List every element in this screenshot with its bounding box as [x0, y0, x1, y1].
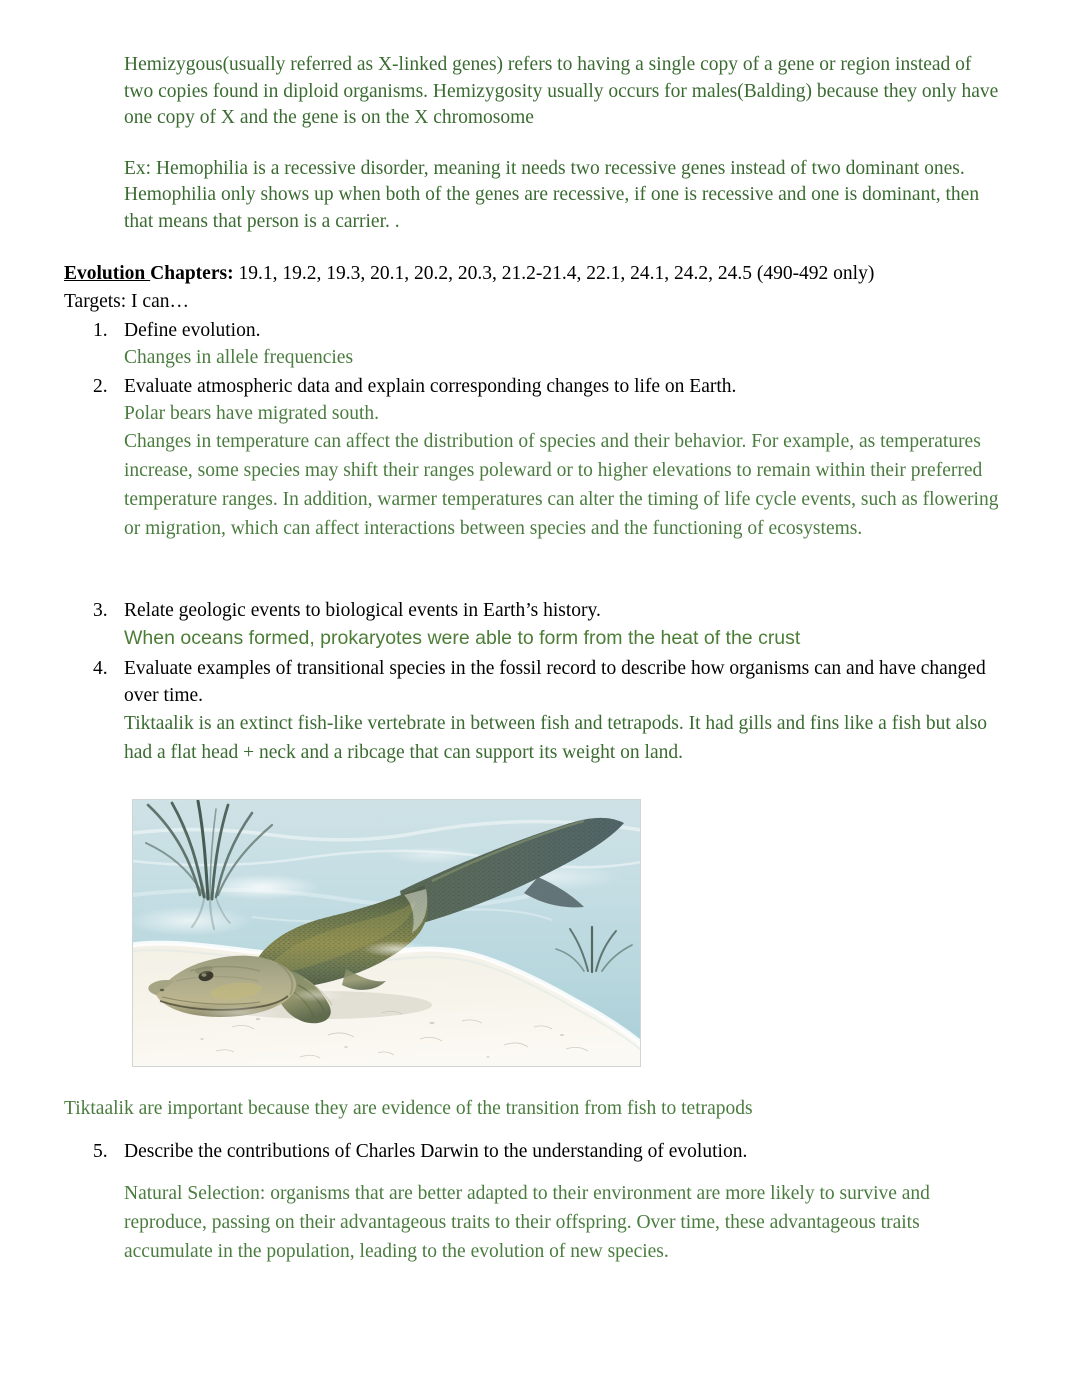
- target-3-question: Relate geologic events to biological events in Earth’s history.: [124, 600, 601, 621]
- target-5-leading-space: [64, 1122, 1018, 1136]
- target-2-answer-long: Changes in temperature can affect the distribution of species and their behavior. For example, as temperatures increase, some species may shift their ranges poleward or to higher elevations to remain within their preferred temperature ranges. In addition, warmer temperatures can alter the timing of life cycle events, such as flowering or migration, which can affect interactions between species and the functioning of ecosystems.: [124, 431, 999, 539]
- target-4-question: Evaluate examples of transitional species in the fossil record to describe how organisms can and have changed over time.: [124, 658, 986, 706]
- target-item-2: [64, 373, 1018, 595]
- heading-evolution-label: Evolution: [64, 263, 151, 284]
- figure-caption-spacer: [64, 1067, 1018, 1095]
- target-5-answer: Natural Selection: organisms that are better adapted to their environment are more likely to survive and reproduce, passing on their advantageous traits to their offspring. Over time, these advantageous traits accumulate in the population, leading to the evolution of new species.: [124, 1183, 930, 1262]
- targets-list-continued: [64, 1138, 1018, 1266]
- target-2-trailing-space: [124, 543, 1018, 595]
- heading-chapter-numbers: 19.1, 19.2, 19.3, 20.1, 20.2, 20.3, 21.2-21.4, 22.1, 24.1, 24.2, 24.5 (490-492 only): [233, 263, 875, 284]
- target-5-answer-spacer: [124, 1165, 1018, 1179]
- target-2-question: Evaluate atmospheric data and explain corresponding changes to life on Earth.: [124, 376, 737, 397]
- heading-chapters-label: Chapters:: [150, 263, 234, 284]
- targets-list: [64, 317, 1018, 767]
- nostril: [160, 989, 164, 991]
- intro-section: [124, 52, 1004, 235]
- tiktaalik-illustration: [132, 799, 641, 1067]
- evolution-chapters-heading: [64, 260, 1018, 287]
- target-item-5: [64, 1138, 1018, 1266]
- target-5-question: Describe the contributions of Charles Darwin to the understanding of evolution.: [124, 1141, 748, 1162]
- target-3-answer: When oceans formed, prokaryotes were able to form from the heat of the crust: [124, 627, 801, 649]
- hemizygous-paragraph: Hemizygous(usually referred as X-linked genes) refers to having a single copy of a gene or region instead of two copies found in diploid organisms. Hemizygosity usually occurs for males(Balding) because they only have one copy of X and the gene is on the X chromosome: [124, 54, 999, 128]
- target-1-question: Define evolution.: [124, 320, 261, 341]
- target-2-answer-short: Polar bears have migrated south.: [124, 403, 380, 424]
- target-4-answer: Tiktaalik is an extinct fish-like vertebrate in between fish and tetrapods. It had gills and fins like a fish but also had a flat head + neck and a ribcage that can support its weight on land.: [124, 713, 988, 763]
- target-item-3: [64, 597, 1018, 653]
- tiktaalik-caption: Tiktaalik are important because they are evidence of the transition from fish to tetrapods: [64, 1098, 753, 1119]
- hemophilia-example-paragraph: Ex: Hemophilia is a recessive disorder, meaning it needs two recessive genes instead of two dominant ones. Hemophilia only shows up when both of the genes are recessive, if one is recessive and one is dominant, then that means that person is a carrier. .: [124, 157, 980, 232]
- target-item-1: [64, 317, 1018, 371]
- targets-label: Targets: I can…: [64, 291, 189, 312]
- target-1-answer: Changes in allele frequencies: [124, 347, 354, 368]
- target-item-4: [64, 655, 1018, 767]
- tiktaalik-figure-container: [132, 799, 1018, 1067]
